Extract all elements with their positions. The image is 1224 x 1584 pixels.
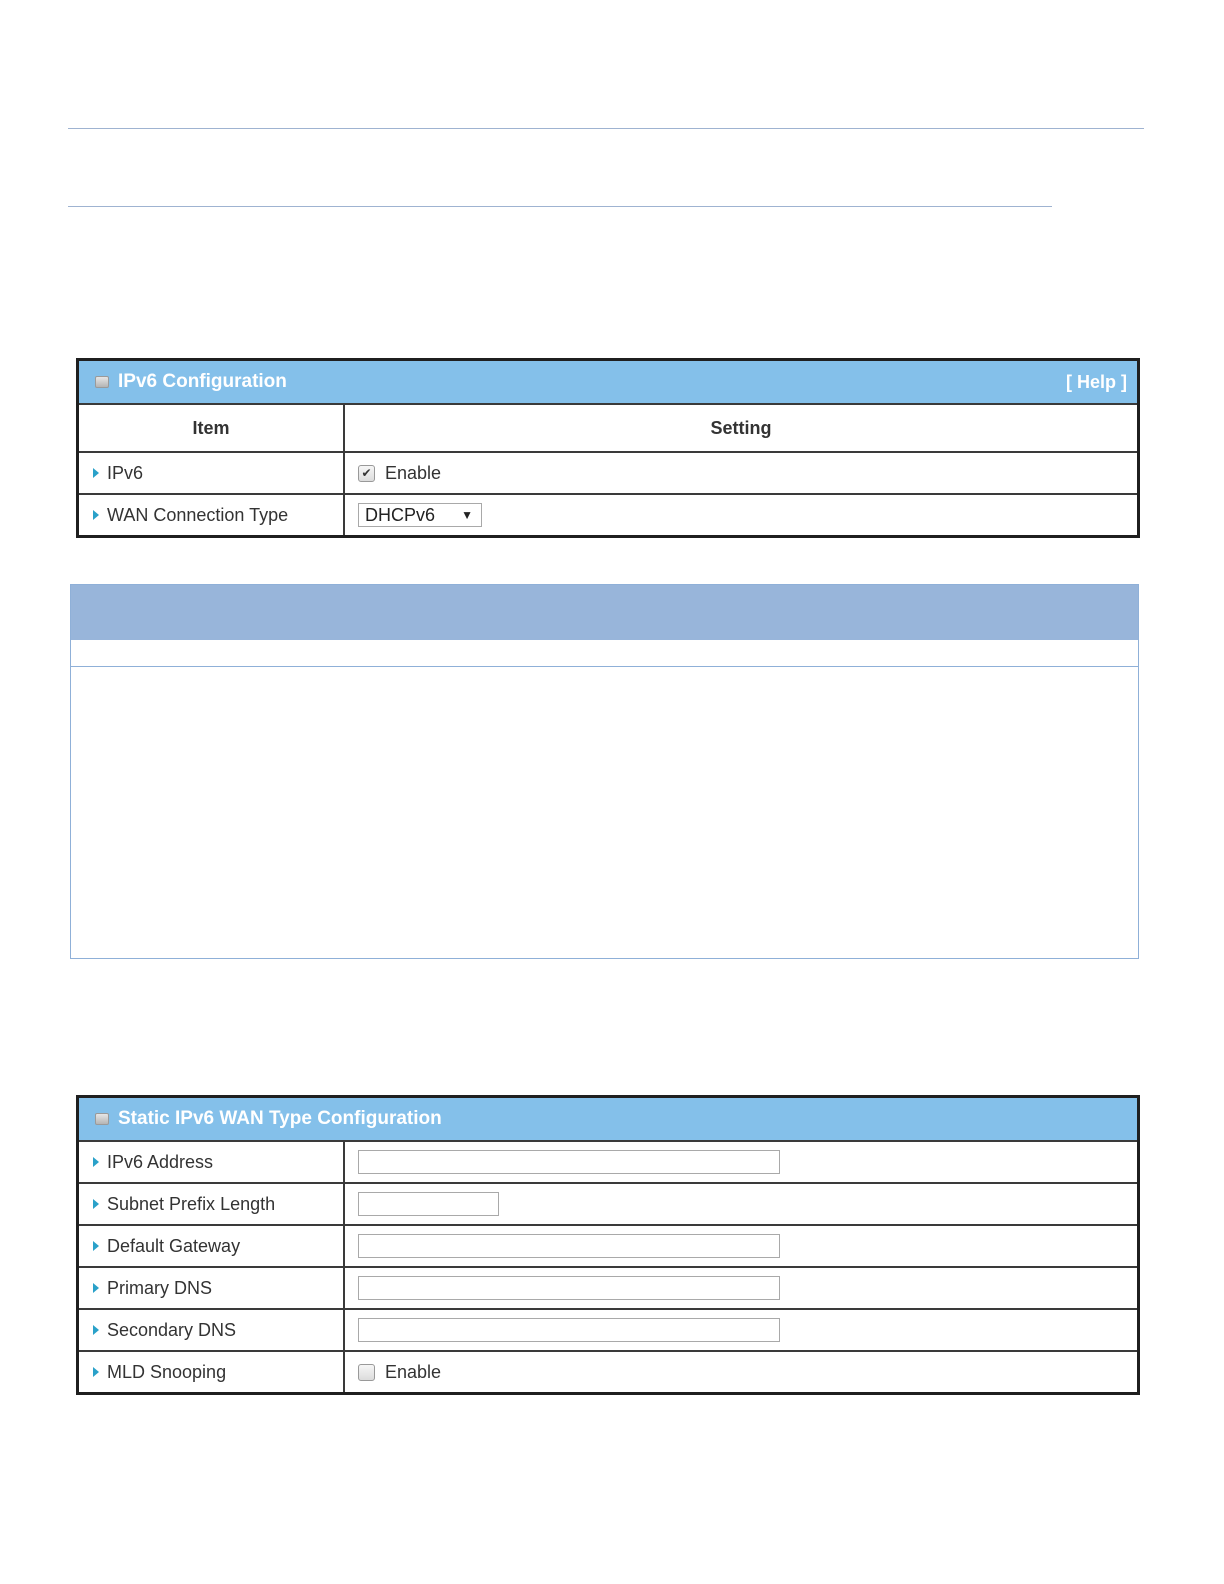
- top-rule: [68, 128, 1144, 129]
- ipv6-address-label: IPv6 Address: [107, 1151, 214, 1172]
- default-gateway-label: Default Gateway: [107, 1235, 241, 1256]
- wan-connection-type-label: WAN Connection Type: [107, 504, 289, 525]
- arrow-right-icon: [93, 1199, 99, 1209]
- ipv6-config-title: IPv6 Configuration: [118, 371, 287, 392]
- subnet-prefix-length-label: Subnet Prefix Length: [107, 1193, 276, 1214]
- table-row: [79, 1141, 1137, 1183]
- ipv6-address-input[interactable]: [358, 1150, 780, 1174]
- secondary-dns-input[interactable]: [358, 1318, 780, 1342]
- arrow-right-icon: [93, 1367, 99, 1377]
- arrow-right-icon: [93, 1283, 99, 1293]
- table-row: [79, 1309, 1137, 1351]
- primary-dns-input[interactable]: [358, 1276, 780, 1300]
- column-header-item: Item: [79, 404, 344, 452]
- table-row: [79, 1351, 1137, 1392]
- column-header-setting: Setting: [344, 404, 1137, 452]
- note-box: [70, 584, 1139, 959]
- primary-dns-label: Primary DNS: [107, 1277, 213, 1298]
- panel-bullet-icon: [95, 376, 109, 388]
- default-gateway-input[interactable]: [358, 1234, 780, 1258]
- mld-snooping-checkbox[interactable]: [358, 1364, 375, 1381]
- table-row: [79, 1267, 1137, 1309]
- static-ipv6-config-panel: [76, 1095, 1140, 1395]
- arrow-right-icon: [93, 1325, 99, 1335]
- table-row: [79, 452, 1137, 494]
- ipv6-label: IPv6: [107, 462, 144, 483]
- arrow-right-icon: [93, 468, 99, 478]
- static-ipv6-config-title: Static IPv6 WAN Type Configuration: [118, 1108, 442, 1129]
- note-box-header: [71, 585, 1138, 640]
- second-rule: [68, 206, 1052, 207]
- arrow-right-icon: [93, 1241, 99, 1251]
- static-ipv6-config-table: [79, 1140, 1137, 1392]
- table-row: [79, 1225, 1137, 1267]
- ipv6-enable-checkbox[interactable]: ✔: [358, 465, 375, 482]
- ipv6-enable-label: Enable: [385, 462, 442, 483]
- table-row: [79, 494, 1137, 535]
- help-link[interactable]: [ Help ]: [1066, 371, 1127, 392]
- subnet-prefix-length-input[interactable]: [358, 1192, 499, 1216]
- arrow-right-icon: [93, 1157, 99, 1167]
- mld-snooping-label: MLD Snooping: [107, 1361, 227, 1382]
- ipv6-config-header: [79, 361, 1137, 403]
- mld-snooping-enable-label: Enable: [385, 1361, 442, 1382]
- static-ipv6-config-header: [79, 1098, 1137, 1140]
- wan-connection-type-select[interactable]: [358, 503, 482, 527]
- dropdown-arrow-icon: ▼: [461, 508, 473, 522]
- ipv6-config-table: [79, 403, 1137, 535]
- wan-connection-type-value: DHCPv6: [365, 504, 436, 525]
- note-box-subheader: [71, 640, 1138, 667]
- secondary-dns-label: Secondary DNS: [107, 1319, 237, 1340]
- table-row: [79, 1183, 1137, 1225]
- ipv6-config-panel: [76, 358, 1140, 538]
- arrow-right-icon: [93, 510, 99, 520]
- panel-bullet-icon: [95, 1113, 109, 1125]
